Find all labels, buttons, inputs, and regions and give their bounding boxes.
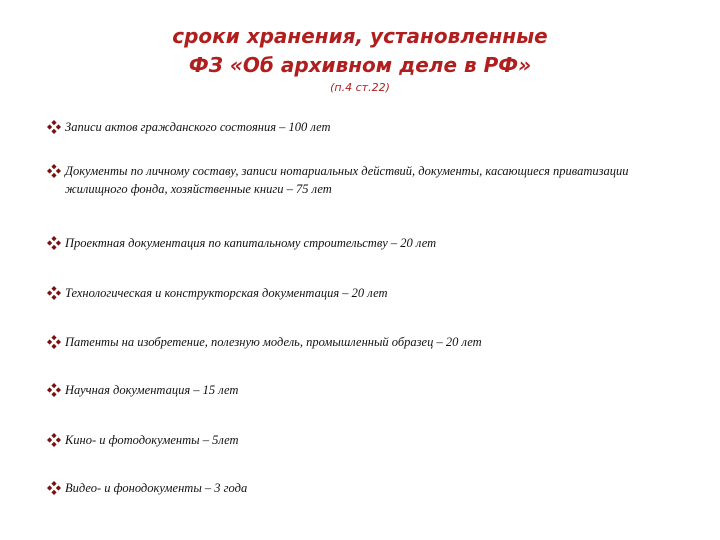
four-diamond-bullet-icon <box>47 433 65 447</box>
list-item-text: Документы по личному составу, записи нотариальных действий, документы, касающиеся приватизации жилищного фонда, хозяйственные книги – 75 лет <box>65 164 629 196</box>
list-item <box>47 431 687 449</box>
list-item <box>47 381 687 399</box>
list-item <box>47 162 687 198</box>
list-item <box>47 118 687 136</box>
list-item-text: Записи актов гражданского состояния – 100 лет <box>65 120 331 134</box>
list-item-text: Патенты на изобретение, полезную модель, промышленный образец – 20 лет <box>65 335 482 349</box>
list-item <box>47 479 687 497</box>
slide-title-line-2: ФЗ «Об архивном деле в РФ» <box>188 53 532 77</box>
four-diamond-bullet-icon <box>47 286 65 300</box>
four-diamond-bullet-icon <box>47 335 65 349</box>
four-diamond-bullet-icon <box>47 164 65 178</box>
slide-title-line-1: сроки хранения, установленные <box>172 24 548 48</box>
list-item <box>47 284 687 302</box>
four-diamond-bullet-icon <box>47 383 65 397</box>
list-item <box>47 333 687 351</box>
list-item-text: Технологическая и конструкторская документация – 20 лет <box>65 286 388 300</box>
four-diamond-bullet-icon <box>47 481 65 495</box>
list-item-text: Проектная документация по капитальному строительству – 20 лет <box>65 236 437 250</box>
list-item-text: Видео- и фонодокументы – 3 года <box>65 481 248 495</box>
law-reference: (п.4 ст.22) <box>330 81 390 94</box>
list-item <box>47 234 687 252</box>
list-item-text: Кино- и фотодокументы – 5лет <box>65 433 239 447</box>
list-item-text: Научная документация – 15 лет <box>65 383 239 397</box>
four-diamond-bullet-icon <box>47 120 65 134</box>
four-diamond-bullet-icon <box>47 236 65 250</box>
